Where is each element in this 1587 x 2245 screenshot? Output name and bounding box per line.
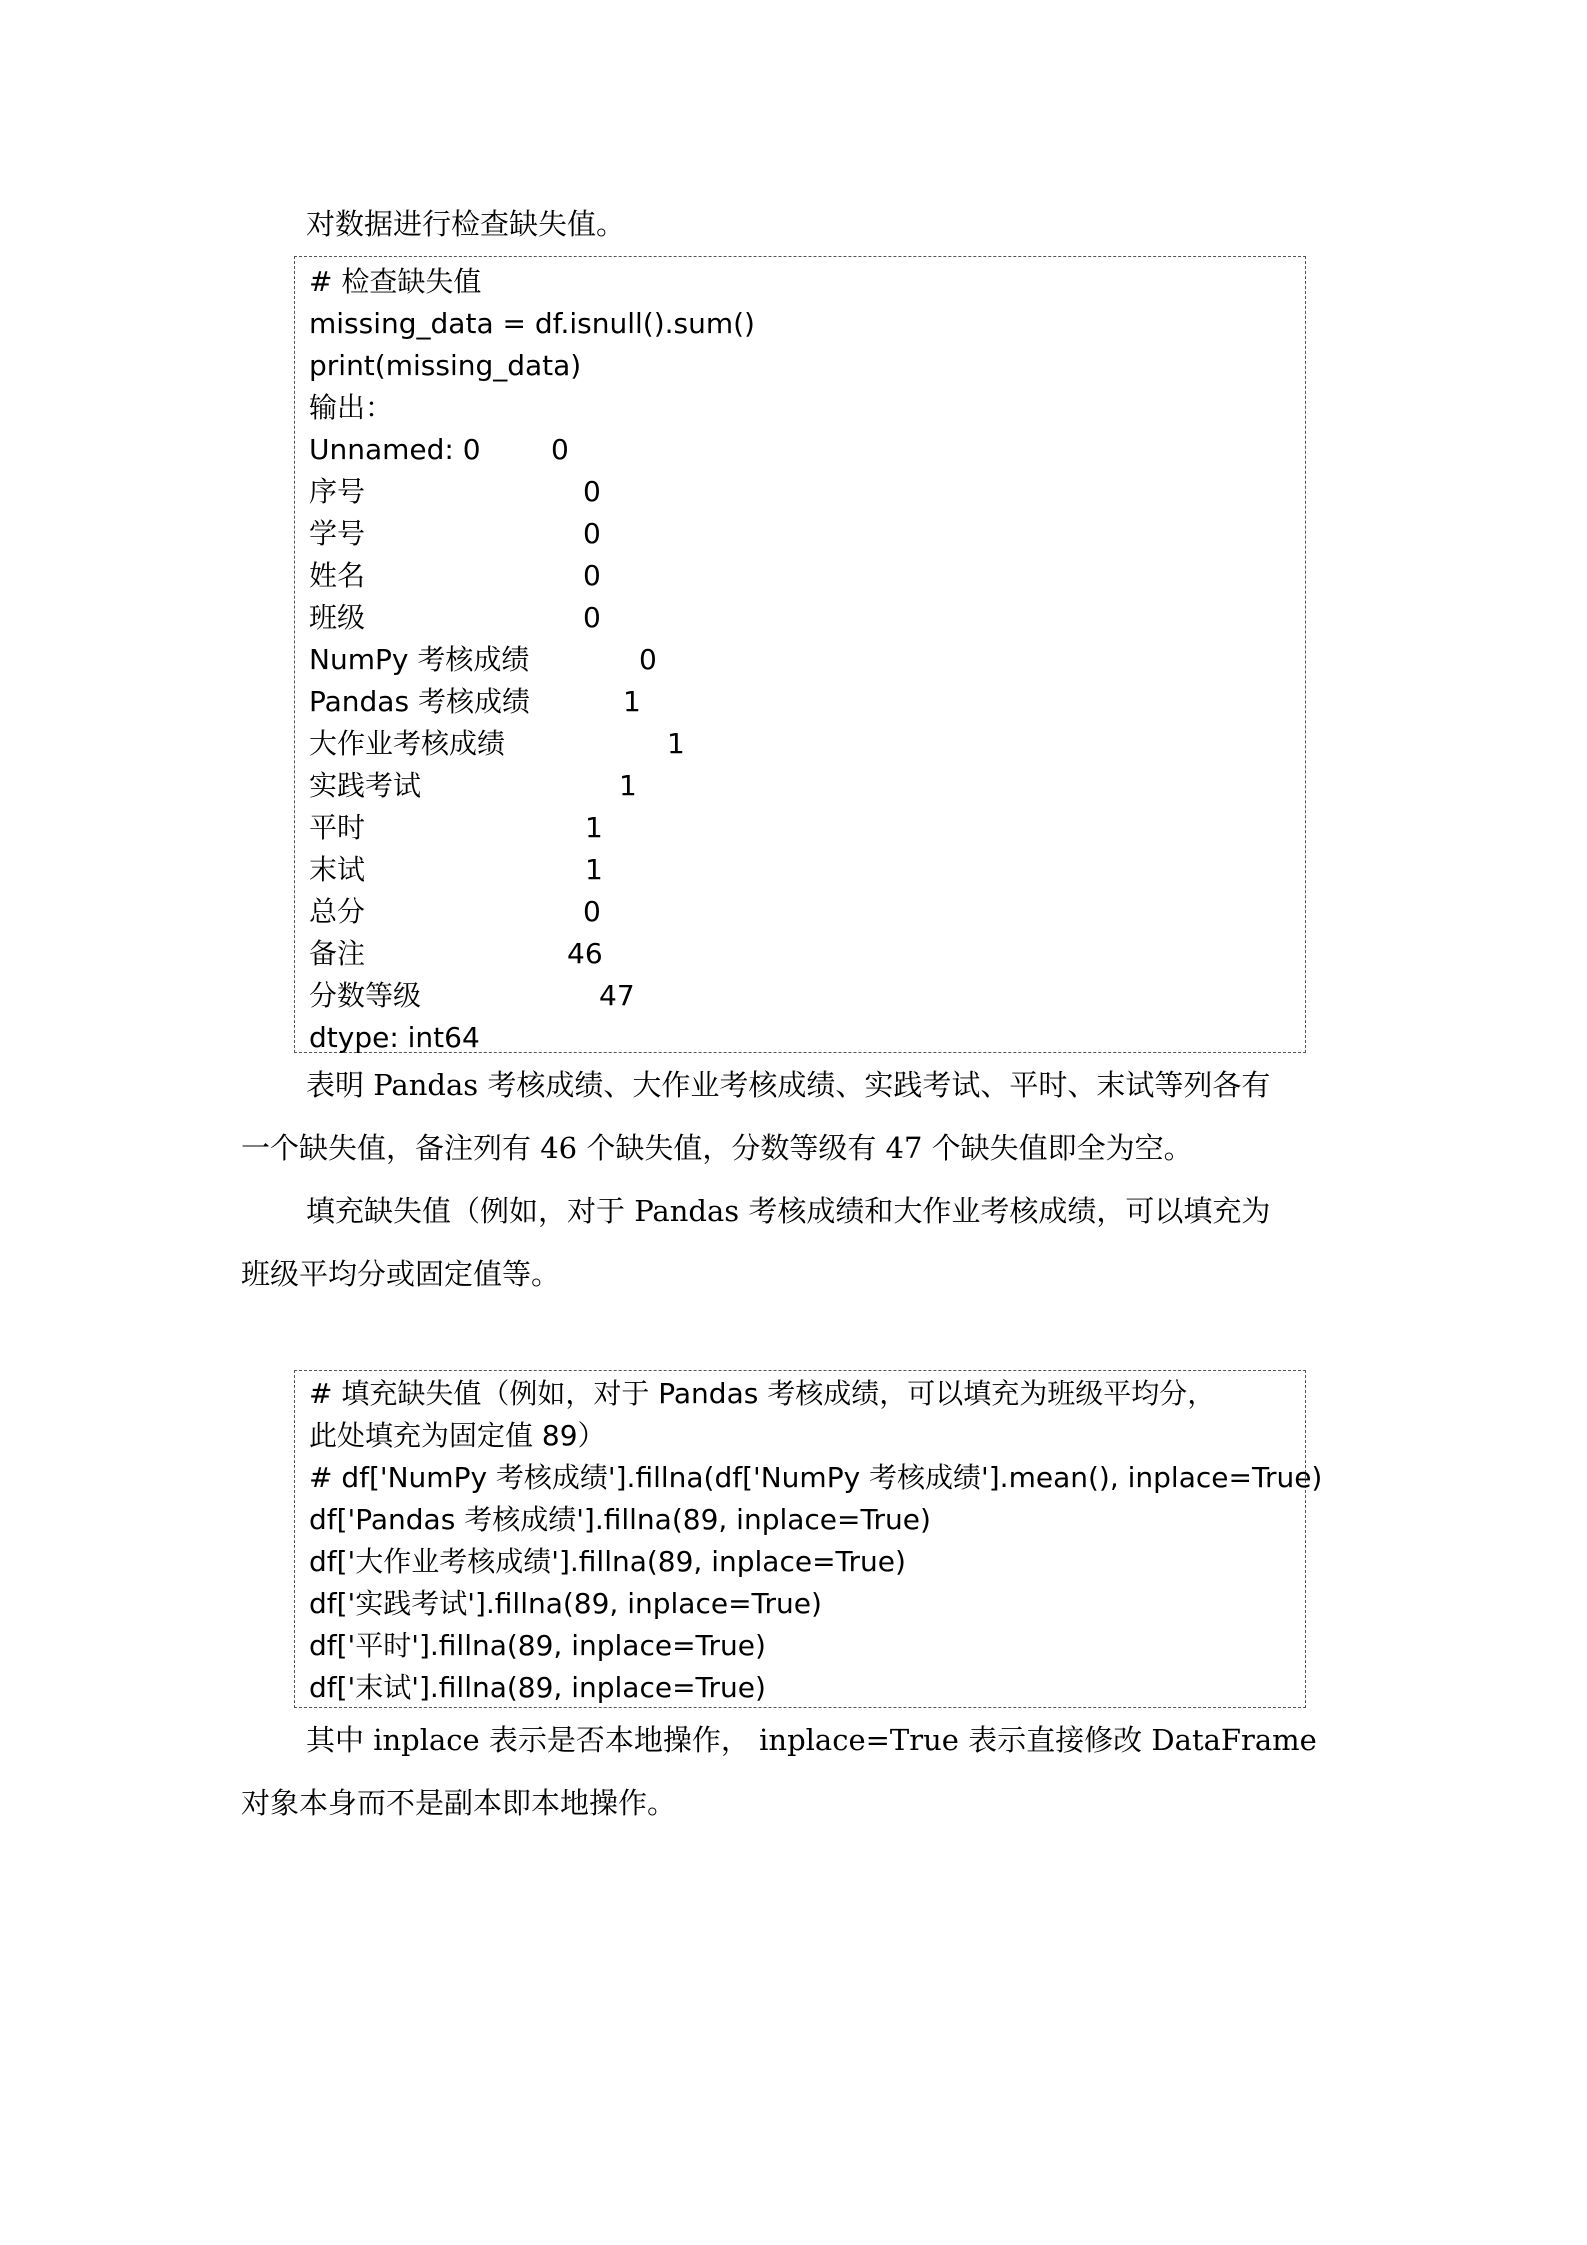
output-label: 姓名 — [309, 559, 366, 592]
output-value: 0 — [639, 643, 657, 676]
code-line: 输出： — [309, 391, 394, 424]
code-line: # df['NumPy 考核成绩'].fillna(df['NumPy 考核成绩'].mean(), inplace=True) — [309, 1461, 1323, 1494]
output-row — [309, 849, 1289, 891]
output-row — [309, 891, 1289, 933]
output-value: 46 — [567, 937, 603, 970]
intro-paragraph: 对数据进行检查缺失值。 — [306, 207, 626, 241]
code-line: df['大作业考核成绩'].fillna(89, inplace=True) — [309, 1545, 906, 1578]
code-line: 此处填充为固定值 89） — [309, 1419, 606, 1452]
output-value: 0 — [583, 517, 601, 550]
output-row — [309, 975, 1289, 1017]
output-value: 1 — [585, 853, 603, 886]
output-value: 0 — [583, 475, 601, 508]
output-label: Pandas 考核成绩 — [309, 685, 530, 718]
explain2-line1: 填充缺失值（例如，对于 Pandas 考核成绩和大作业考核成绩，可以填充为 — [306, 1194, 1271, 1228]
code-line: df['实践考试'].fillna(89, inplace=True) — [309, 1587, 822, 1620]
output-row — [309, 597, 1289, 639]
output-value: 0 — [583, 895, 601, 928]
output-label: 班级 — [309, 601, 366, 634]
code-line: df['Pandas 考核成绩'].fillna(89, inplace=True) — [309, 1503, 931, 1536]
output-row — [309, 723, 1289, 765]
output-label: 大作业考核成绩 — [309, 727, 506, 760]
output-row — [309, 471, 1289, 513]
output-label: 序号 — [309, 475, 366, 508]
output-row — [309, 765, 1289, 807]
output-row — [309, 429, 1289, 471]
output-value: 1 — [667, 727, 685, 760]
explain3-line2: 对象本身而不是副本即本地操作。 — [241, 1786, 677, 1820]
output-value: 1 — [619, 769, 637, 802]
output-row — [309, 807, 1289, 849]
output-value: 0 — [583, 601, 601, 634]
output-value: 1 — [623, 685, 641, 718]
output-label: Unnamed: 0 — [309, 433, 481, 466]
code-line: print(missing_data) — [309, 349, 582, 382]
output-row — [309, 639, 1289, 681]
explain3-line1: 其中 inplace 表示是否本地操作， inplace=True 表示直接修改 DataFrame — [306, 1723, 1317, 1757]
output-value: 1 — [585, 811, 603, 844]
code-line: missing_data = df.isnull().sum() — [309, 307, 755, 340]
code-line: # 检查缺失值 — [309, 265, 482, 298]
output-label: 分数等级 — [309, 979, 422, 1012]
code-block-fill-missing — [294, 1370, 1323, 1708]
output-label: 平时 — [309, 811, 366, 844]
code-block-check-missing — [294, 256, 1306, 1053]
output-value: 0 — [583, 559, 601, 592]
output-label: 末试 — [309, 853, 366, 886]
output-value: 47 — [599, 979, 635, 1012]
output-label: 实践考试 — [309, 769, 422, 802]
explain1-line2: 一个缺失值，备注列有 46 个缺失值，分数等级有 47 个缺失值即全为空。 — [241, 1131, 1193, 1165]
output-row — [309, 681, 1289, 723]
output-row — [309, 933, 1289, 975]
explain1-line1: 表明 Pandas 考核成绩、大作业考核成绩、实践考试、平时、末试等列各有 — [306, 1068, 1271, 1102]
output-label: 备注 — [309, 937, 366, 970]
code-line: # 填充缺失值（例如，对于 Pandas 考核成绩，可以填充为班级平均分， — [309, 1377, 1216, 1410]
output-label: 总分 — [309, 895, 366, 928]
output-row — [309, 513, 1289, 555]
explain2-line2: 班级平均分或固定值等。 — [241, 1257, 561, 1291]
code-line: df['平时'].fillna(89, inplace=True) — [309, 1629, 766, 1662]
output-value: 0 — [551, 433, 569, 466]
code-line: df['末试'].fillna(89, inplace=True) — [309, 1671, 766, 1704]
output-label: 学号 — [309, 517, 366, 550]
dtype-line: dtype: int64 — [309, 1021, 480, 1054]
output-row — [309, 555, 1289, 597]
output-label: NumPy 考核成绩 — [309, 643, 530, 676]
